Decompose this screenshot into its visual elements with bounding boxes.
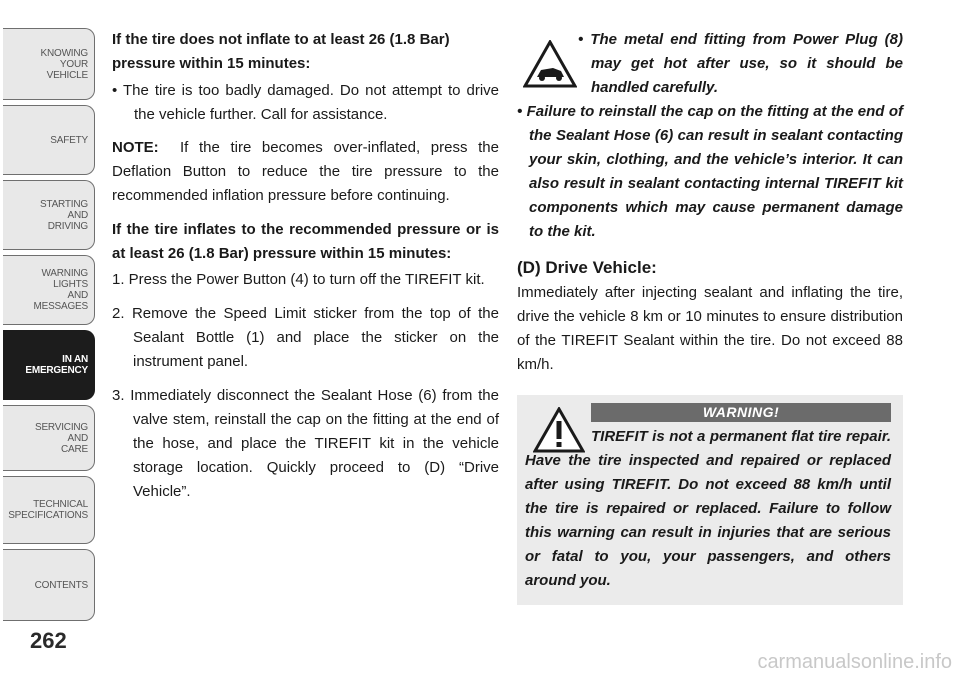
step-1: 1. Press the Power Button (4) to turn off the TIREFIT kit. — [112, 271, 485, 288]
tab-safety[interactable]: SAFETY — [3, 105, 95, 175]
caution-block — [517, 28, 903, 244]
heading-inflates: If the tire inflates to the recommended pressure or is at least 26 (1.8 Bar) pressure within 15 minutes: — [112, 221, 499, 262]
tab-technical-specifications[interactable]: TECHNICAL SPECIFICATIONS — [3, 476, 95, 544]
tab-contents[interactable]: CONTENTS — [3, 549, 95, 621]
caution-bullet-cap: • Failure to reinstall the cap on the fitting at the end of the Sealant Hose (6) can result in sealant contacting your skin, clothing, and the vehicle’s interior. It can also result in sealant contacting internal TIREFIT kit components which may cause permanent damage to the kit. — [517, 103, 903, 240]
tab-starting-and-driving[interactable]: STARTING AND DRIVING — [3, 180, 95, 250]
left-column — [112, 28, 499, 504]
watermark: carmanualsonline.info — [757, 651, 952, 673]
caution-car-icon — [523, 40, 577, 88]
step-3: 3. Immediately disconnect the Sealant Hose (6) from the valve stem, reinstall the cap on the fitting at the end of the hose, and place the TIREFIT kit in the vehicle storage location. Quickly proceed to (D) “Drive Vehicle”. — [112, 387, 499, 500]
drive-vehicle-text: Immediately after injecting sealant and inflating the tire, drive the vehicle 8 km or 10 minutes to ensure distribution of the TIREFIT Sealant within the tire. Do not exceed 88 km/h. — [517, 284, 903, 373]
warning-banner: WARNING! — [591, 403, 891, 422]
note-text: If the tire becomes over-inflated, press the Deflation Button to reduce the tire pressure to the recommended inflation pressure before continuing. — [112, 139, 499, 204]
right-column — [517, 28, 903, 605]
page-number: 262 — [30, 628, 67, 653]
warning-triangle-icon — [533, 407, 585, 453]
warning-box — [517, 395, 903, 605]
tab-knowing-your-vehicle[interactable]: KNOWING YOUR VEHICLE — [3, 28, 95, 100]
heading-not-inflated: If the tire does not inflate to at least 26 (1.8 Bar) pressure within 15 minutes: — [112, 31, 450, 72]
tab-servicing-and-care[interactable]: SERVICING AND CARE — [3, 405, 95, 471]
tab-in-an-emergency[interactable]: IN AN EMERGENCY — [3, 330, 95, 400]
note-paragraph — [112, 136, 499, 208]
note-label: NOTE: — [112, 139, 159, 156]
tab-warning-lights-and-messages[interactable]: WARNING LIGHTS AND MESSAGES — [3, 255, 95, 325]
drive-vehicle-heading: (D) Drive Vehicle: — [517, 258, 657, 277]
warning-text: TIREFIT is not a permanent flat tire repair. Have the tire inspected and repaired or replaced after using TIREFIT. Do not exceed 88 km/h until the tire is repaired or replaced. Failure to follow this warning can result in injuries that are serious or fatal to you, your passengers, and others around you. — [525, 428, 891, 589]
caution-bullet-hot-fitting: • The metal end fitting from Power Plug (8) may get hot after use, so it should be handled carefully. — [578, 31, 903, 96]
step-2: 2. Remove the Speed Limit sticker from the top of the Sealant Bottle (1) and place the sticker on the instrument panel. — [112, 305, 499, 370]
bullet-too-damaged: • The tire is too badly damaged. Do not attempt to drive the vehicle further. Call for assistance. — [112, 82, 499, 123]
